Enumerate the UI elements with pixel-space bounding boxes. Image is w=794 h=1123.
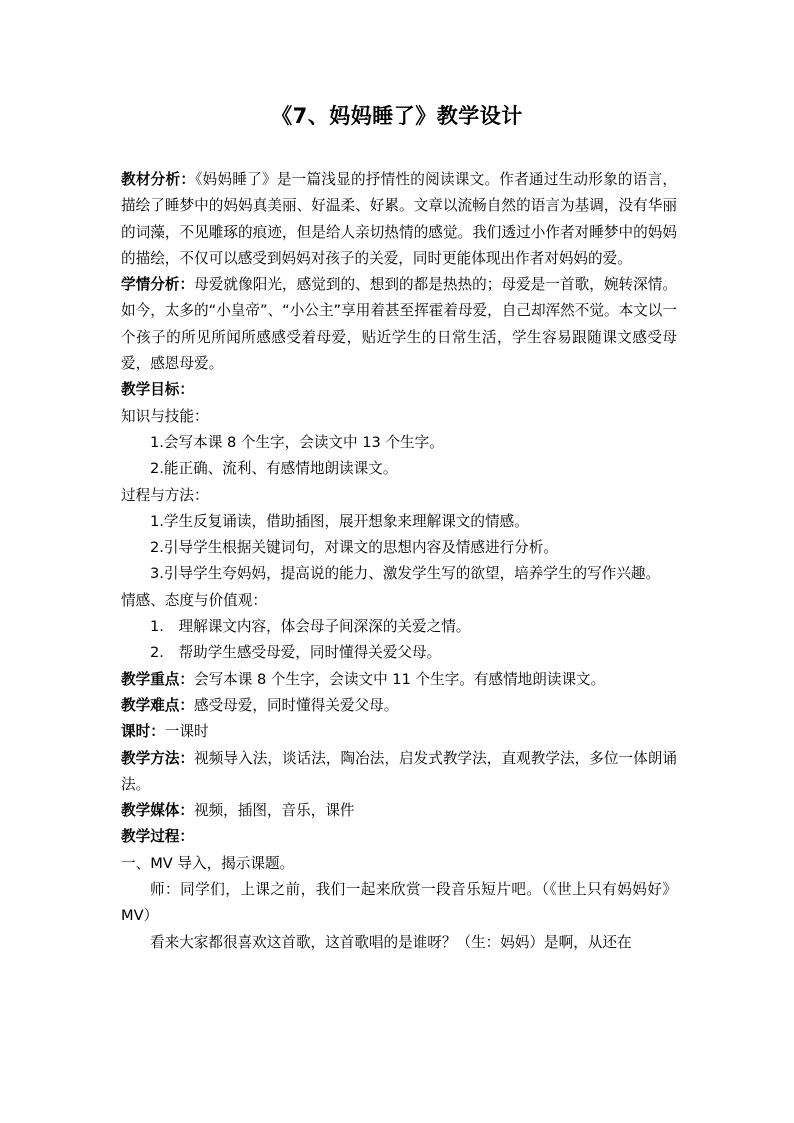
material-analysis-paragraph (121, 167, 677, 272)
material-analysis-text: 《妈妈睡了》是一篇浅显的抒情性的阅读课文。作者通过生动形象的语言，描绘了睡梦中的妈妈真美丽、好温柔、好累。文章以流畅自然的语言为基调，没有华丽的词藻，不见雕琢的痕迹，但是给人亲切热情的感觉。我们透过小作者对睡梦中的妈妈的描绘，不仅可以感受到妈妈对孩子的关爱，同时更能体现出作者对妈妈的爱。 (121, 171, 677, 267)
emotion-item-1: 1. 理解课文内容，体会母子间深深的关爱之情。 (150, 618, 471, 636)
student-analysis-label: 学情分析： (121, 276, 195, 294)
emotion-values-label: 情感、态度与价值观： (121, 591, 267, 609)
material-analysis-label: 教材分析： (121, 171, 196, 188)
process-item-3: 3.引导学生夸妈妈，提高说的能力、激发学生写的欲望，培养学生的写作兴趣。 (150, 565, 661, 583)
knowledge-item-2: 2.能正确、流利、有感情地朗读课文。 (150, 460, 398, 478)
methods-text: 视频导入法，谈话法，陶冶法，启发式教学法，直观教学法，多位一体朗诵法。 (121, 749, 677, 793)
document-body (121, 167, 677, 956)
media-text: 视频，插图，音乐，课件 (193, 802, 355, 820)
methods-label: 教学方法： (121, 749, 195, 767)
key-points-label: 教学重点： (121, 670, 194, 688)
teaching-process-heading: 教学过程： (121, 828, 194, 846)
process-paragraph-1: 师：同学们，上课之前，我们一起来欣赏一段音乐短片吧。（《世上只有妈妈好》MV） (121, 881, 677, 925)
key-points-text: 会写本课 8 个生字，会读文中 11 个生字。有感情地朗读课文。 (193, 670, 606, 688)
knowledge-skills-label: 知识与技能： (121, 407, 209, 425)
class-hours-label: 课时： (121, 723, 165, 741)
difficulties-paragraph (121, 693, 677, 719)
process-item-2: 2.引导学生根据关键词句，对课文的思想内容及情感进行分析。 (150, 539, 558, 557)
class-hours-text: 一课时 (164, 723, 209, 741)
key-points-paragraph (121, 667, 677, 693)
difficulties-label: 教学难点： (121, 696, 194, 714)
difficulties-text: 感受母爱，同时懂得关爱父母。 (193, 696, 399, 714)
process-method-label: 过程与方法： (121, 486, 209, 504)
process-step-1: 一、MV 导入，揭示课题。 (121, 854, 295, 872)
student-analysis-paragraph (121, 272, 677, 377)
student-analysis-text: 母爱就像阳光，感觉到的、想到的都是热热的；母爱是一首歌，婉转深情。如今，太多的“小皇帝”、“小公主”享用着甚至挥霍着母爱，自己却浑然不觉。本文以一个孩子的所见所闻所感感受着母爱，贴近学生的日常生活，学生容易跟随课文感受母爱，感恩母爱。 (121, 276, 677, 373)
teaching-goals-heading: 教学目标： (121, 381, 194, 399)
emotion-item-2: 2. 帮助学生感受母爱，同时懂得关爱父母。 (150, 644, 442, 662)
media-paragraph (121, 798, 677, 824)
page-title: 《7、妈妈睡了》教学设计 (271, 104, 523, 128)
methods-paragraph (121, 746, 677, 799)
knowledge-item-1: 1.会写本课 8 个生字，会读文中 13 个生字。 (150, 433, 444, 451)
class-hours-paragraph (121, 719, 677, 745)
process-item-1: 1.学生反复诵读，借助插图，展开想象来理解课文的情感。 (150, 512, 529, 530)
media-label: 教学媒体： (121, 802, 194, 820)
process-paragraph-2: 看来大家都很喜欢这首歌，这首歌唱的是谁呀？（生：妈妈）是啊，从还在 (150, 933, 632, 951)
